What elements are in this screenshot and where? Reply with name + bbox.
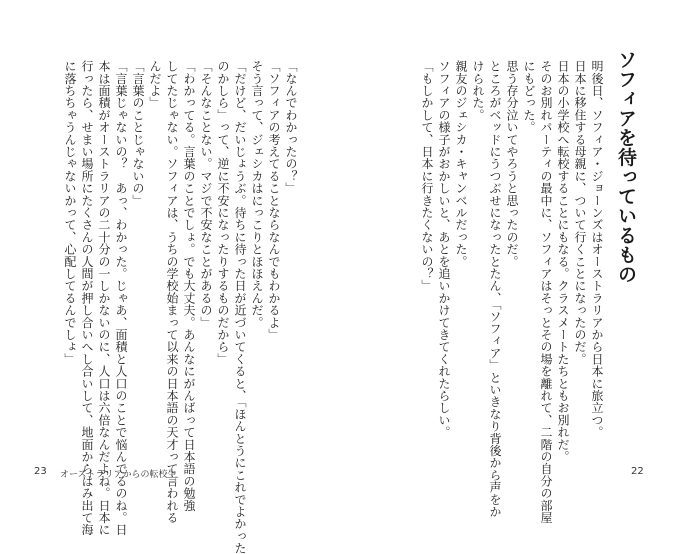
right-text-line: 明後日、ソフィア・ジョーンズはオーストラリアから日本に旅立つ。 (590, 60, 604, 439)
right-text-line: けられた。 (471, 60, 485, 121)
right-text-line: 「もしかして、日本に行きたくないの？」 (420, 60, 434, 292)
left-text-line: 「なんでわかったの？」 (284, 60, 298, 195)
left-text-line: 「そんなことない。マジで不安なことがあるの」 (199, 60, 213, 329)
right-text-line: 日本の小学校へ転校することにもなる。クラスメートたちともお別れだ。 (556, 60, 570, 463)
right-text-line: 親友のジェシカ・キャンベルだった。 (454, 60, 468, 268)
left-text-line: 「ソフィアの考えてることならなんでもわかるよ」 (267, 60, 281, 341)
left-text-line: んだよ」 (148, 60, 162, 109)
right-text-line: 思う存分泣いてやろうと思ったのだ。 (505, 60, 519, 268)
left-text-line: 「言葉じゃないの？ あっ、わかった。じゃあ、面積と人口のことで悩んでるのね。日 (114, 60, 128, 536)
left-text-line: そう言って、ジェシカはにっこりとほほえんだ。 (250, 60, 264, 329)
left-text-line: 本は面積がオーストラリアの二十分の一しかないのに、人口は六倍なんだよね。日本に (97, 60, 111, 536)
page-number-right: 22 (631, 466, 644, 477)
right-text-line: 日本に移住する母親に、ついて行くことになったのだ。 (573, 60, 587, 365)
left-text-line: 「言葉のことじゃないの」 (131, 60, 145, 207)
running-title: オーストラリアからの転校生 (60, 470, 177, 480)
page-number-left: 23 (34, 466, 47, 477)
chapter-title: ソフィアを待っているもの (615, 50, 637, 284)
left-text-line: 「だけど、だいじょうぶ。待ちに待った日が近づいてくると、「ほんとうにこれでよかった (233, 60, 247, 554)
left-text-line: のかしら」って、逆に不安になったりするものだから」 (216, 60, 230, 365)
left-text-line: 「わかってる。言葉のことでしょ。でも大丈夫。あんなにがんばって日本語の勉強 (182, 60, 196, 512)
right-text-line: そのお別れパーティの最中に、ソフィアはそっとその場を離れて、二階の自分の部屋 (539, 60, 553, 524)
left-text-line: してたじゃない。ソフィアは、うちの学校始まって以来の日本語の天才って言われる (165, 60, 179, 524)
right-text-line: にもどった。 (522, 60, 536, 134)
left-text-line: に落ちちゃうんじゃないかって、心配してるんでしょ」 (63, 60, 77, 365)
right-text-line: ソフィアの様子がおかしいと、あとを追いかけてきてくれたらしい。 (437, 60, 451, 439)
left-text-line: 行ったら、せまい場所にたくさんの人間が押し合いへし合いして、地面からはみ出て海 (80, 60, 94, 536)
right-text-line: ところがベッドにうつぶせになったとたん、「ソフィア」といきなり背後から声をか (488, 60, 502, 518)
